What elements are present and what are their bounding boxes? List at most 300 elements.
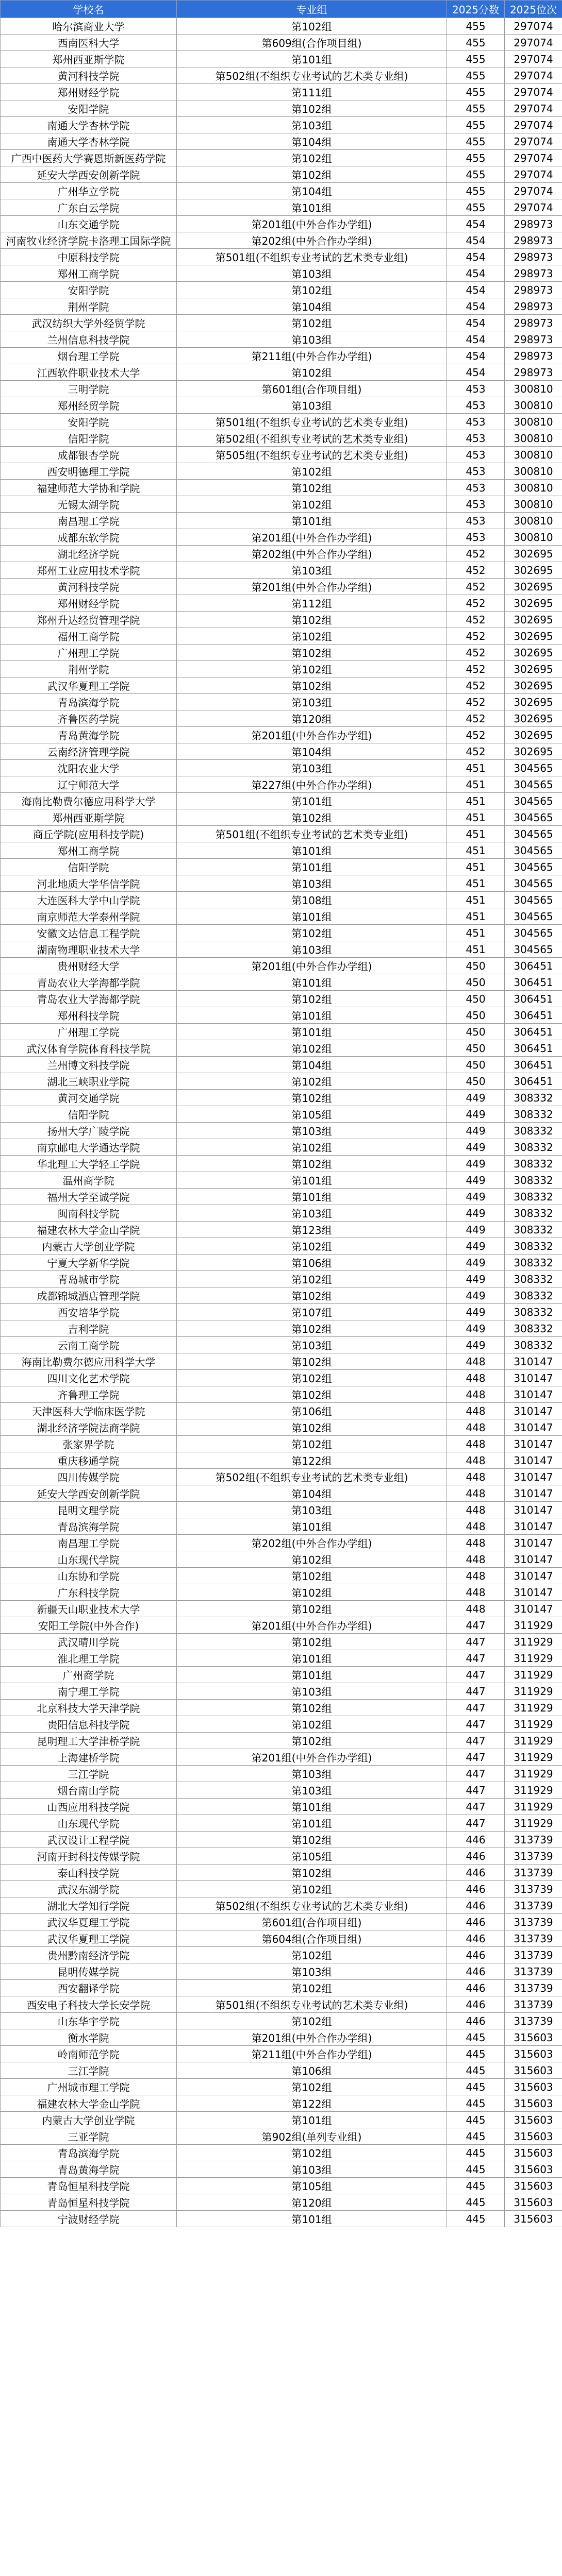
cell-major-group: 第102组 xyxy=(177,1947,447,1963)
cell-major-group: 第103组 xyxy=(177,1963,447,1980)
table-row xyxy=(1,1320,562,1337)
cell-major-group: 第502组(不组织专业考试的艺术类专业组) xyxy=(177,67,447,84)
cell-school: 山西应用科技学院 xyxy=(1,1799,177,1815)
table-row xyxy=(1,529,562,546)
cell-score: 450 xyxy=(447,991,505,1007)
cell-score: 446 xyxy=(447,1914,505,1930)
table-row xyxy=(1,2046,562,2062)
cell-rank: 304565 xyxy=(505,826,562,842)
cell-major-group: 第102组 xyxy=(177,1386,447,1403)
table-row xyxy=(1,1700,562,1716)
cell-rank: 300810 xyxy=(505,480,562,496)
cell-school: 四川传媒学院 xyxy=(1,1469,177,1485)
cell-major-group: 第103组 xyxy=(177,760,447,776)
cell-rank: 311929 xyxy=(505,1700,562,1716)
cell-major-group: 第120组 xyxy=(177,710,447,727)
cell-score: 452 xyxy=(447,727,505,743)
cell-rank: 311929 xyxy=(505,1667,562,1683)
cell-rank: 308332 xyxy=(505,1238,562,1255)
cell-rank: 302695 xyxy=(505,612,562,628)
cell-school: 广州商学院 xyxy=(1,1667,177,1683)
cell-school: 山东华宇学院 xyxy=(1,2013,177,2029)
cell-school: 岭南师范学院 xyxy=(1,2046,177,2062)
cell-school: 安阳学院 xyxy=(1,100,177,117)
cell-rank: 298973 xyxy=(505,315,562,331)
cell-school: 黄河科技学院 xyxy=(1,579,177,595)
cell-major-group: 第202组(中外合作办学组) xyxy=(177,1535,447,1551)
cell-school: 河南开封科技传媒学院 xyxy=(1,1848,177,1865)
table-row xyxy=(1,612,562,628)
cell-major-group: 第103组 xyxy=(177,1205,447,1222)
cell-rank: 315603 xyxy=(505,2178,562,2194)
cell-major-group: 第102组 xyxy=(177,1716,447,1733)
table-row xyxy=(1,1617,562,1634)
cell-major-group: 第102组 xyxy=(177,1139,447,1156)
cell-score: 451 xyxy=(447,793,505,809)
cell-rank: 300810 xyxy=(505,513,562,529)
cell-rank: 308332 xyxy=(505,1255,562,1271)
cell-major-group: 第102组 xyxy=(177,1865,447,1881)
cell-rank: 308332 xyxy=(505,1337,562,1353)
cell-rank: 298973 xyxy=(505,348,562,364)
cell-major-group: 第102组 xyxy=(177,1090,447,1106)
table-row xyxy=(1,265,562,282)
cell-rank: 311929 xyxy=(505,1733,562,1749)
cell-score: 453 xyxy=(447,430,505,447)
table-row xyxy=(1,166,562,183)
cell-rank: 302695 xyxy=(505,645,562,661)
cell-score: 451 xyxy=(447,941,505,958)
table-row xyxy=(1,1139,562,1156)
cell-major-group: 第102组 xyxy=(177,18,447,35)
cell-rank: 304565 xyxy=(505,925,562,941)
table-row xyxy=(1,67,562,84)
cell-school: 青岛滨海学院 xyxy=(1,694,177,710)
cell-school: 张家界学院 xyxy=(1,1436,177,1452)
cell-score: 450 xyxy=(447,1024,505,1040)
table-row xyxy=(1,1930,562,1947)
cell-rank: 308332 xyxy=(505,1123,562,1139)
cell-score: 445 xyxy=(447,2145,505,2161)
cell-school: 中原科技学院 xyxy=(1,249,177,265)
cell-score: 447 xyxy=(447,1667,505,1683)
cell-school: 湖南物理职业技术大学 xyxy=(1,941,177,958)
cell-score: 453 xyxy=(447,381,505,397)
cell-rank: 315603 xyxy=(505,2095,562,2112)
cell-rank: 306451 xyxy=(505,991,562,1007)
table-row xyxy=(1,1386,562,1403)
cell-rank: 302695 xyxy=(505,710,562,727)
cell-score: 447 xyxy=(447,1716,505,1733)
cell-score: 449 xyxy=(447,1090,505,1106)
cell-rank: 297074 xyxy=(505,133,562,150)
cell-major-group: 第102组 xyxy=(177,150,447,166)
table-row xyxy=(1,18,562,35)
table-row xyxy=(1,1551,562,1568)
cell-score: 446 xyxy=(447,1832,505,1848)
cell-major-group: 第102组 xyxy=(177,1733,447,1749)
cell-major-group: 第201组(中外合作办学组) xyxy=(177,727,447,743)
cell-school: 湖北三峡职业学院 xyxy=(1,1073,177,1090)
cell-major-group: 第604组(合作项目组) xyxy=(177,1930,447,1947)
cell-major-group: 第102组 xyxy=(177,1287,447,1304)
cell-rank: 308332 xyxy=(505,1205,562,1222)
cell-school: 山东交通学院 xyxy=(1,216,177,232)
cell-rank: 308332 xyxy=(505,1320,562,1337)
table-row xyxy=(1,1502,562,1518)
table-row xyxy=(1,2161,562,2178)
cell-rank: 310147 xyxy=(505,1568,562,1584)
cell-major-group: 第102组 xyxy=(177,1634,447,1650)
table-row xyxy=(1,842,562,859)
cell-school: 内蒙古大学创业学院 xyxy=(1,1238,177,1255)
cell-rank: 315603 xyxy=(505,2062,562,2079)
cell-school: 郑州财经学院 xyxy=(1,84,177,100)
cell-score: 453 xyxy=(447,529,505,546)
cell-score: 453 xyxy=(447,480,505,496)
cell-school: 武汉华夏理工学院 xyxy=(1,1914,177,1930)
cell-major-group: 第102组 xyxy=(177,1271,447,1287)
cell-score: 446 xyxy=(447,1881,505,1897)
table-row xyxy=(1,546,562,562)
cell-score: 449 xyxy=(447,1271,505,1287)
cell-score: 451 xyxy=(447,859,505,875)
table-row xyxy=(1,84,562,100)
cell-school: 青岛农业大学海都学院 xyxy=(1,974,177,991)
cell-rank: 300810 xyxy=(505,397,562,414)
cell-score: 448 xyxy=(447,1353,505,1370)
cell-school: 南昌理工学院 xyxy=(1,1535,177,1551)
cell-rank: 300810 xyxy=(505,414,562,430)
cell-score: 445 xyxy=(447,2029,505,2046)
cell-score: 445 xyxy=(447,2062,505,2079)
cell-major-group: 第103组 xyxy=(177,1683,447,1700)
table-row xyxy=(1,2062,562,2079)
cell-school: 新疆天山职业技术大学 xyxy=(1,1601,177,1617)
cell-major-group: 第106组 xyxy=(177,2062,447,2079)
cell-score: 449 xyxy=(447,1222,505,1238)
cell-rank: 302695 xyxy=(505,677,562,694)
cell-school: 山东现代学院 xyxy=(1,1815,177,1832)
cell-score: 453 xyxy=(447,513,505,529)
cell-score: 454 xyxy=(447,216,505,232)
cell-school: 青岛恒星科技学院 xyxy=(1,2194,177,2211)
cell-score: 452 xyxy=(447,645,505,661)
cell-major-group: 第102组 xyxy=(177,809,447,826)
cell-rank: 310147 xyxy=(505,1535,562,1551)
cell-school: 安阳工学院(中外合作) xyxy=(1,1617,177,1634)
cell-major-group: 第202组(中外合作办学组) xyxy=(177,232,447,249)
cell-major-group: 第102组 xyxy=(177,1353,447,1370)
header-school: 学校名 xyxy=(1,1,177,18)
cell-score: 446 xyxy=(447,1848,505,1865)
cell-school: 信阳学院 xyxy=(1,859,177,875)
table-row xyxy=(1,2178,562,2194)
cell-rank: 302695 xyxy=(505,628,562,645)
cell-score: 454 xyxy=(447,232,505,249)
cell-score: 446 xyxy=(447,1996,505,2013)
cell-major-group: 第106组 xyxy=(177,1403,447,1419)
cell-major-group: 第101组 xyxy=(177,51,447,67)
table-row xyxy=(1,579,562,595)
cell-score: 450 xyxy=(447,1040,505,1057)
cell-school: 云南工商学院 xyxy=(1,1337,177,1353)
table-row xyxy=(1,348,562,364)
table-row xyxy=(1,51,562,67)
cell-score: 448 xyxy=(447,1601,505,1617)
cell-school: 郑州经贸学院 xyxy=(1,397,177,414)
cell-major-group: 第103组 xyxy=(177,875,447,892)
cell-rank: 313739 xyxy=(505,1963,562,1980)
cell-rank: 311929 xyxy=(505,1799,562,1815)
cell-rank: 311929 xyxy=(505,1617,562,1634)
cell-score: 445 xyxy=(447,2079,505,2095)
cell-rank: 306451 xyxy=(505,974,562,991)
cell-major-group: 第902组(单列专业组) xyxy=(177,2128,447,2145)
cell-rank: 302695 xyxy=(505,661,562,677)
cell-rank: 310147 xyxy=(505,1518,562,1535)
cell-school: 青岛黄海学院 xyxy=(1,2161,177,2178)
cell-rank: 313739 xyxy=(505,1980,562,1996)
table-row xyxy=(1,1007,562,1024)
cell-rank: 308332 xyxy=(505,1106,562,1123)
cell-school: 西安培华学院 xyxy=(1,1304,177,1320)
cell-major-group: 第122组 xyxy=(177,2095,447,2112)
cell-school: 齐鲁医药学院 xyxy=(1,710,177,727)
cell-major-group: 第123组 xyxy=(177,1222,447,1238)
cell-rank: 313739 xyxy=(505,1832,562,1848)
table-row xyxy=(1,941,562,958)
cell-rank: 315603 xyxy=(505,2046,562,2062)
table-row xyxy=(1,809,562,826)
cell-school: 郑州升达经贸管理学院 xyxy=(1,612,177,628)
cell-score: 449 xyxy=(447,1255,505,1271)
table-row xyxy=(1,1667,562,1683)
cell-score: 455 xyxy=(447,51,505,67)
cell-school: 福州工商学院 xyxy=(1,628,177,645)
cell-major-group: 第102组 xyxy=(177,612,447,628)
cell-rank: 298973 xyxy=(505,232,562,249)
cell-school: 武汉体育学院体育科技学院 xyxy=(1,1040,177,1057)
cell-major-group: 第101组 xyxy=(177,842,447,859)
cell-major-group: 第601组(合作项目组) xyxy=(177,381,447,397)
cell-score: 454 xyxy=(447,331,505,348)
cell-school: 三明学院 xyxy=(1,381,177,397)
cell-school: 西安明德理工学院 xyxy=(1,463,177,480)
cell-rank: 302695 xyxy=(505,562,562,579)
cell-score: 450 xyxy=(447,958,505,974)
table-row xyxy=(1,925,562,941)
cell-school: 黄河科技学院 xyxy=(1,67,177,84)
cell-score: 451 xyxy=(447,842,505,859)
cell-major-group: 第102组 xyxy=(177,1040,447,1057)
cell-score: 455 xyxy=(447,35,505,51)
cell-school: 广东科技学院 xyxy=(1,1584,177,1601)
cell-score: 455 xyxy=(447,150,505,166)
cell-school: 武汉晴川学院 xyxy=(1,1634,177,1650)
table-body xyxy=(1,18,562,2227)
cell-rank: 310147 xyxy=(505,1601,562,1617)
cell-major-group: 第101组 xyxy=(177,1650,447,1667)
cell-rank: 308332 xyxy=(505,1271,562,1287)
cell-rank: 302695 xyxy=(505,579,562,595)
cell-rank: 310147 xyxy=(505,1403,562,1419)
cell-school: 贵州黔南经济学院 xyxy=(1,1947,177,1963)
cell-school: 三江学院 xyxy=(1,2062,177,2079)
table-row xyxy=(1,1485,562,1502)
cell-score: 451 xyxy=(447,760,505,776)
cell-school: 青岛农业大学海都学院 xyxy=(1,991,177,1007)
cell-rank: 297074 xyxy=(505,199,562,216)
cell-rank: 310147 xyxy=(505,1452,562,1469)
cell-major-group: 第103组 xyxy=(177,1123,447,1139)
cell-school: 武汉华夏理工学院 xyxy=(1,1930,177,1947)
cell-major-group: 第102组 xyxy=(177,1370,447,1386)
table-row xyxy=(1,760,562,776)
cell-school: 西安翻译学院 xyxy=(1,1980,177,1996)
table-row xyxy=(1,513,562,529)
cell-major-group: 第101组 xyxy=(177,1518,447,1535)
cell-rank: 306451 xyxy=(505,1073,562,1090)
cell-major-group: 第104组 xyxy=(177,743,447,760)
cell-school: 荆州学院 xyxy=(1,661,177,677)
cell-rank: 313739 xyxy=(505,1930,562,1947)
cell-major-group: 第105组 xyxy=(177,1106,447,1123)
table-row xyxy=(1,496,562,513)
cell-school: 南京师范大学泰州学院 xyxy=(1,908,177,925)
cell-rank: 306451 xyxy=(505,1057,562,1073)
cell-score: 448 xyxy=(447,1584,505,1601)
cell-rank: 304565 xyxy=(505,776,562,793)
cell-major-group: 第501组(不组织专业考试的艺术类专业组) xyxy=(177,1996,447,2013)
table-row xyxy=(1,2079,562,2095)
cell-school: 福建师范大学协和学院 xyxy=(1,480,177,496)
cell-major-group: 第102组 xyxy=(177,166,447,183)
table-row xyxy=(1,1914,562,1930)
table-row xyxy=(1,1255,562,1271)
cell-rank: 310147 xyxy=(505,1370,562,1386)
cell-rank: 300810 xyxy=(505,381,562,397)
table-row xyxy=(1,1403,562,1419)
table-row xyxy=(1,298,562,315)
cell-rank: 298973 xyxy=(505,265,562,282)
table-row xyxy=(1,150,562,166)
cell-major-group: 第101组 xyxy=(177,1815,447,1832)
cell-major-group: 第103组 xyxy=(177,331,447,348)
table-row xyxy=(1,1848,562,1865)
cell-school: 贵阳信息科技学院 xyxy=(1,1716,177,1733)
cell-school: 海南比勒费尔德应用科学大学 xyxy=(1,793,177,809)
cell-school: 青岛滨海学院 xyxy=(1,2145,177,2161)
table-row xyxy=(1,1683,562,1700)
cell-score: 445 xyxy=(447,2211,505,2227)
cell-school: 成都银杏学院 xyxy=(1,447,177,463)
cell-school: 昆明传媒学院 xyxy=(1,1963,177,1980)
cell-rank: 310147 xyxy=(505,1419,562,1436)
cell-score: 449 xyxy=(447,1238,505,1255)
cell-rank: 304565 xyxy=(505,941,562,958)
table-row xyxy=(1,2029,562,2046)
cell-school: 河北地质大学华信学院 xyxy=(1,875,177,892)
cell-school: 温州商学院 xyxy=(1,1172,177,1189)
table-row xyxy=(1,1452,562,1469)
cell-major-group: 第501组(不组织专业考试的艺术类专业组) xyxy=(177,249,447,265)
cell-score: 445 xyxy=(447,2178,505,2194)
table-row xyxy=(1,595,562,612)
cell-rank: 313739 xyxy=(505,1996,562,2013)
cell-major-group: 第105组 xyxy=(177,1848,447,1865)
cell-school: 扬州大学广陵学院 xyxy=(1,1123,177,1139)
header-score: 2025分数 xyxy=(447,1,505,18)
cell-rank: 298973 xyxy=(505,216,562,232)
table-row xyxy=(1,677,562,694)
cell-score: 452 xyxy=(447,562,505,579)
cell-rank: 302695 xyxy=(505,546,562,562)
cell-school: 贵州财经大学 xyxy=(1,958,177,974)
cell-rank: 297074 xyxy=(505,51,562,67)
cell-score: 450 xyxy=(447,1073,505,1090)
table-row xyxy=(1,2128,562,2145)
cell-rank: 297074 xyxy=(505,67,562,84)
cell-rank: 310147 xyxy=(505,1386,562,1403)
cell-rank: 297074 xyxy=(505,18,562,35)
cell-school: 宁波财经学院 xyxy=(1,2211,177,2227)
cell-school: 四川文化艺术学院 xyxy=(1,1370,177,1386)
cell-major-group: 第102组 xyxy=(177,1881,447,1897)
table-row xyxy=(1,1865,562,1881)
cell-major-group: 第102组 xyxy=(177,991,447,1007)
cell-major-group: 第103组 xyxy=(177,694,447,710)
cell-major-group: 第102组 xyxy=(177,677,447,694)
cell-school: 青岛滨海学院 xyxy=(1,1518,177,1535)
cell-rank: 304565 xyxy=(505,908,562,925)
table-row xyxy=(1,1601,562,1617)
cell-school: 青岛恒星科技学院 xyxy=(1,2178,177,2194)
cell-school: 郑州西亚斯学院 xyxy=(1,51,177,67)
cell-major-group: 第102组 xyxy=(177,1568,447,1584)
cell-school: 内蒙古大学创业学院 xyxy=(1,2112,177,2128)
table-row xyxy=(1,727,562,743)
cell-major-group: 第103组 xyxy=(177,941,447,958)
cell-major-group: 第102组 xyxy=(177,1436,447,1452)
cell-score: 448 xyxy=(447,1518,505,1535)
cell-rank: 310147 xyxy=(505,1551,562,1568)
cell-score: 452 xyxy=(447,595,505,612)
cell-score: 452 xyxy=(447,743,505,760)
cell-score: 447 xyxy=(447,1634,505,1650)
cell-major-group: 第102组 xyxy=(177,480,447,496)
table-row xyxy=(1,826,562,842)
cell-major-group: 第201组(中外合作办学组) xyxy=(177,2029,447,2046)
cell-major-group: 第102组 xyxy=(177,1700,447,1716)
cell-school: 山东现代学院 xyxy=(1,1551,177,1568)
table-row xyxy=(1,1238,562,1255)
cell-rank: 308332 xyxy=(505,1139,562,1156)
cell-rank: 311929 xyxy=(505,1634,562,1650)
cell-rank: 297074 xyxy=(505,150,562,166)
cell-score: 449 xyxy=(447,1123,505,1139)
cell-school: 郑州工商学院 xyxy=(1,265,177,282)
cell-rank: 306451 xyxy=(505,1024,562,1040)
table-row xyxy=(1,892,562,908)
cell-rank: 298973 xyxy=(505,298,562,315)
table-row xyxy=(1,1057,562,1073)
cell-rank: 311929 xyxy=(505,1749,562,1766)
cell-rank: 297074 xyxy=(505,84,562,100)
cell-score: 448 xyxy=(447,1551,505,1568)
cell-score: 448 xyxy=(447,1419,505,1436)
cell-school: 江西软件职业技术大学 xyxy=(1,364,177,381)
